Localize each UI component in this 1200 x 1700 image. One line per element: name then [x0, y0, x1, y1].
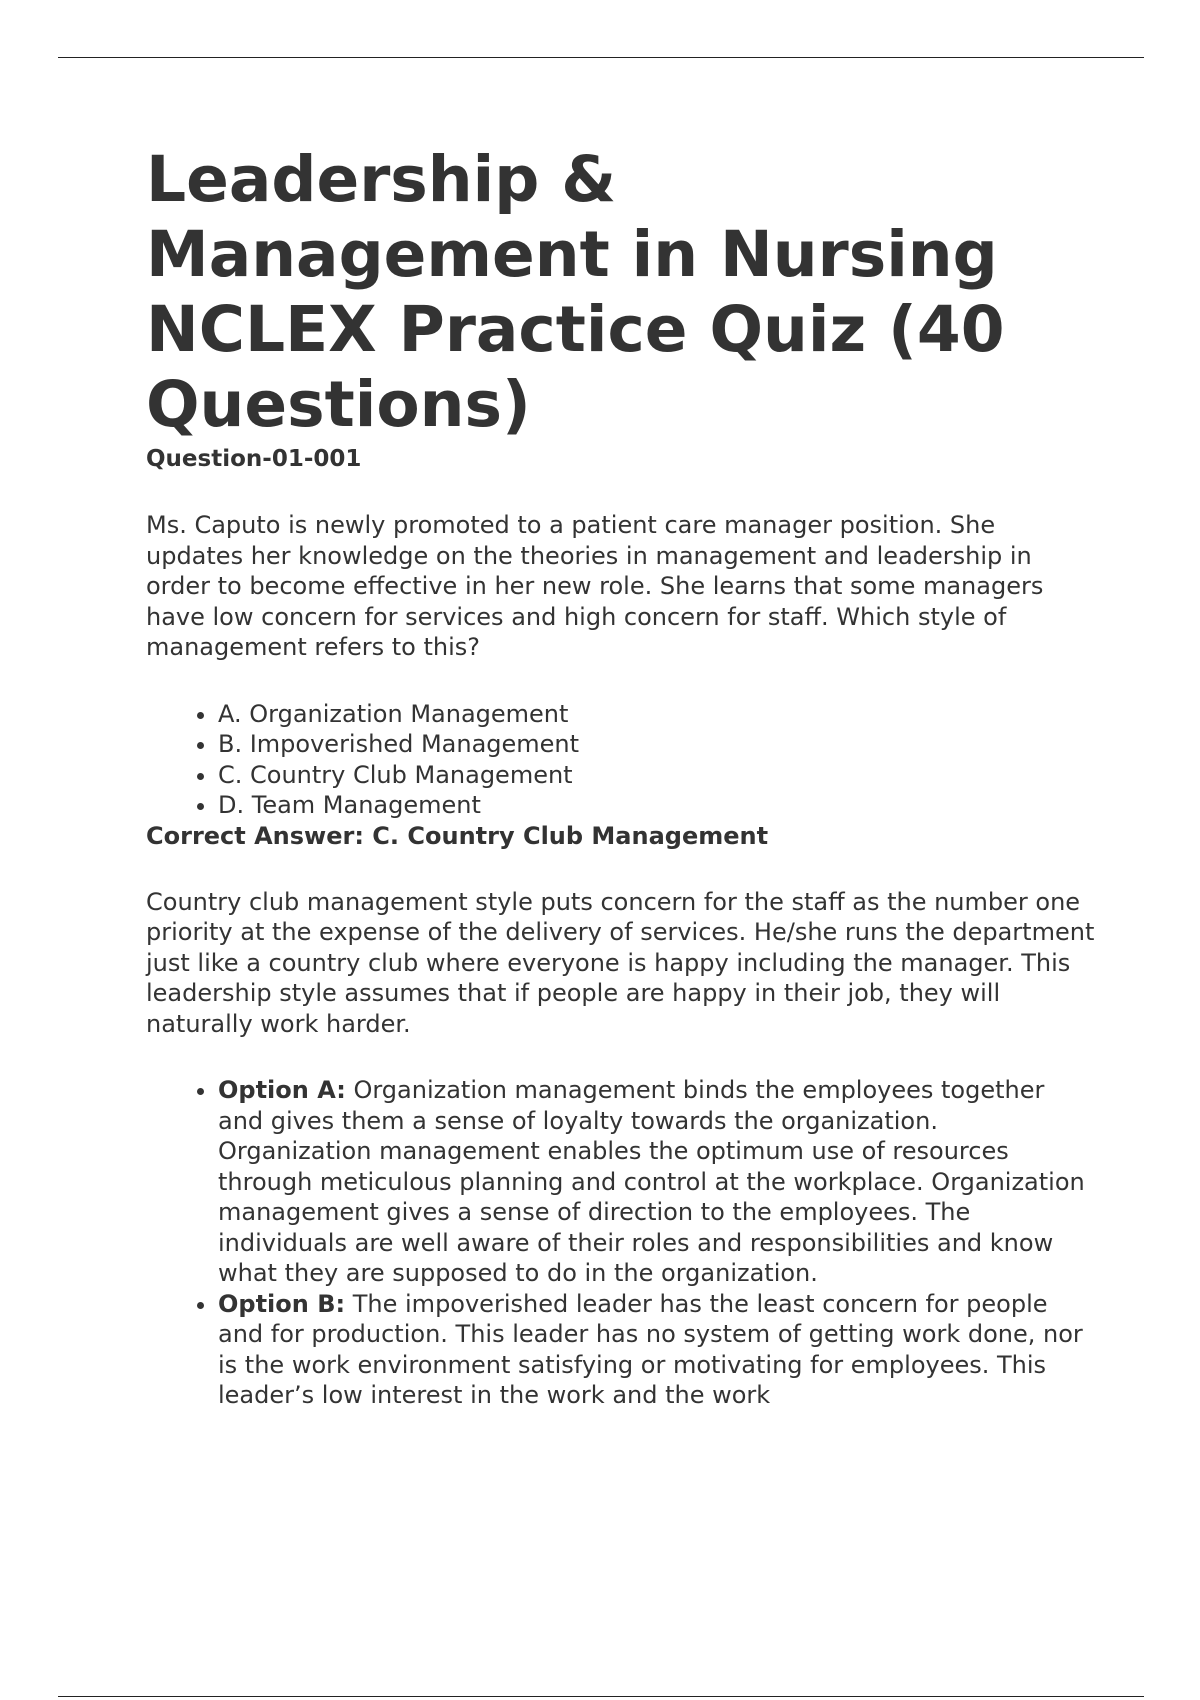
- option-note-a: [218, 1075, 1096, 1289]
- answer-choices: [146, 699, 1096, 821]
- answer-choice-b: • B. Impoverished Management: [218, 729, 1096, 760]
- option-note-b: [218, 1289, 1096, 1411]
- option-explanations: [146, 1075, 1096, 1411]
- top-rule: [58, 57, 1144, 58]
- explanation-text: Country club management style puts concern for the staff as the number one priority at the expense of the delivery of services. He/she runs the department just like a country club where everyone is happy including the manager. This leadership style assumes that if people are happy in their job, they will naturally work harder.: [146, 887, 1095, 1038]
- option-note-label: Option B:: [218, 1289, 346, 1318]
- option-note-label: Option A:: [218, 1076, 346, 1104]
- option-note-text: Organization management binds the employees together and gives them a sense of loyalty towards the organization. Organization management enables the optimum use of resources through meticulous planning and control at the workplace. Organization management gives a sense of direction to the employees. The individuals are well aware of their roles and responsibilities and know what they are supposed to do in the organization.: [218, 1076, 1085, 1287]
- answer-choice-d: • D. Team Management: [218, 790, 1096, 821]
- bottom-rule: [58, 1696, 1144, 1697]
- question-text: Ms. Caputo is newly promoted to a patient care manager position. She updates her knowledge on the theories in management and leadership in order to become effective in her new role. She learns that some managers have low concern for services and high concern for staff. Which style of management refers to this?: [146, 511, 1044, 661]
- page-title: Leadership & Management in Nursing NCLEX Practice Quiz (40 Questions): [146, 143, 1005, 441]
- correct-answer: Correct Answer: C. Country Club Management: [146, 821, 769, 850]
- option-note-text: The impoverished leader has the least concern for people and for production. This leader has no system of getting work done, nor is the work environment satisfying or motivating for employees. This leader’s low interest in the work and the work: [218, 1289, 1083, 1409]
- answer-choice-a: • A. Organization Management: [218, 699, 1096, 730]
- document-body: [146, 142, 1096, 1411]
- answer-choice-c: • C. Country Club Management: [218, 760, 1096, 791]
- question-id: Question-01-001: [146, 446, 362, 472]
